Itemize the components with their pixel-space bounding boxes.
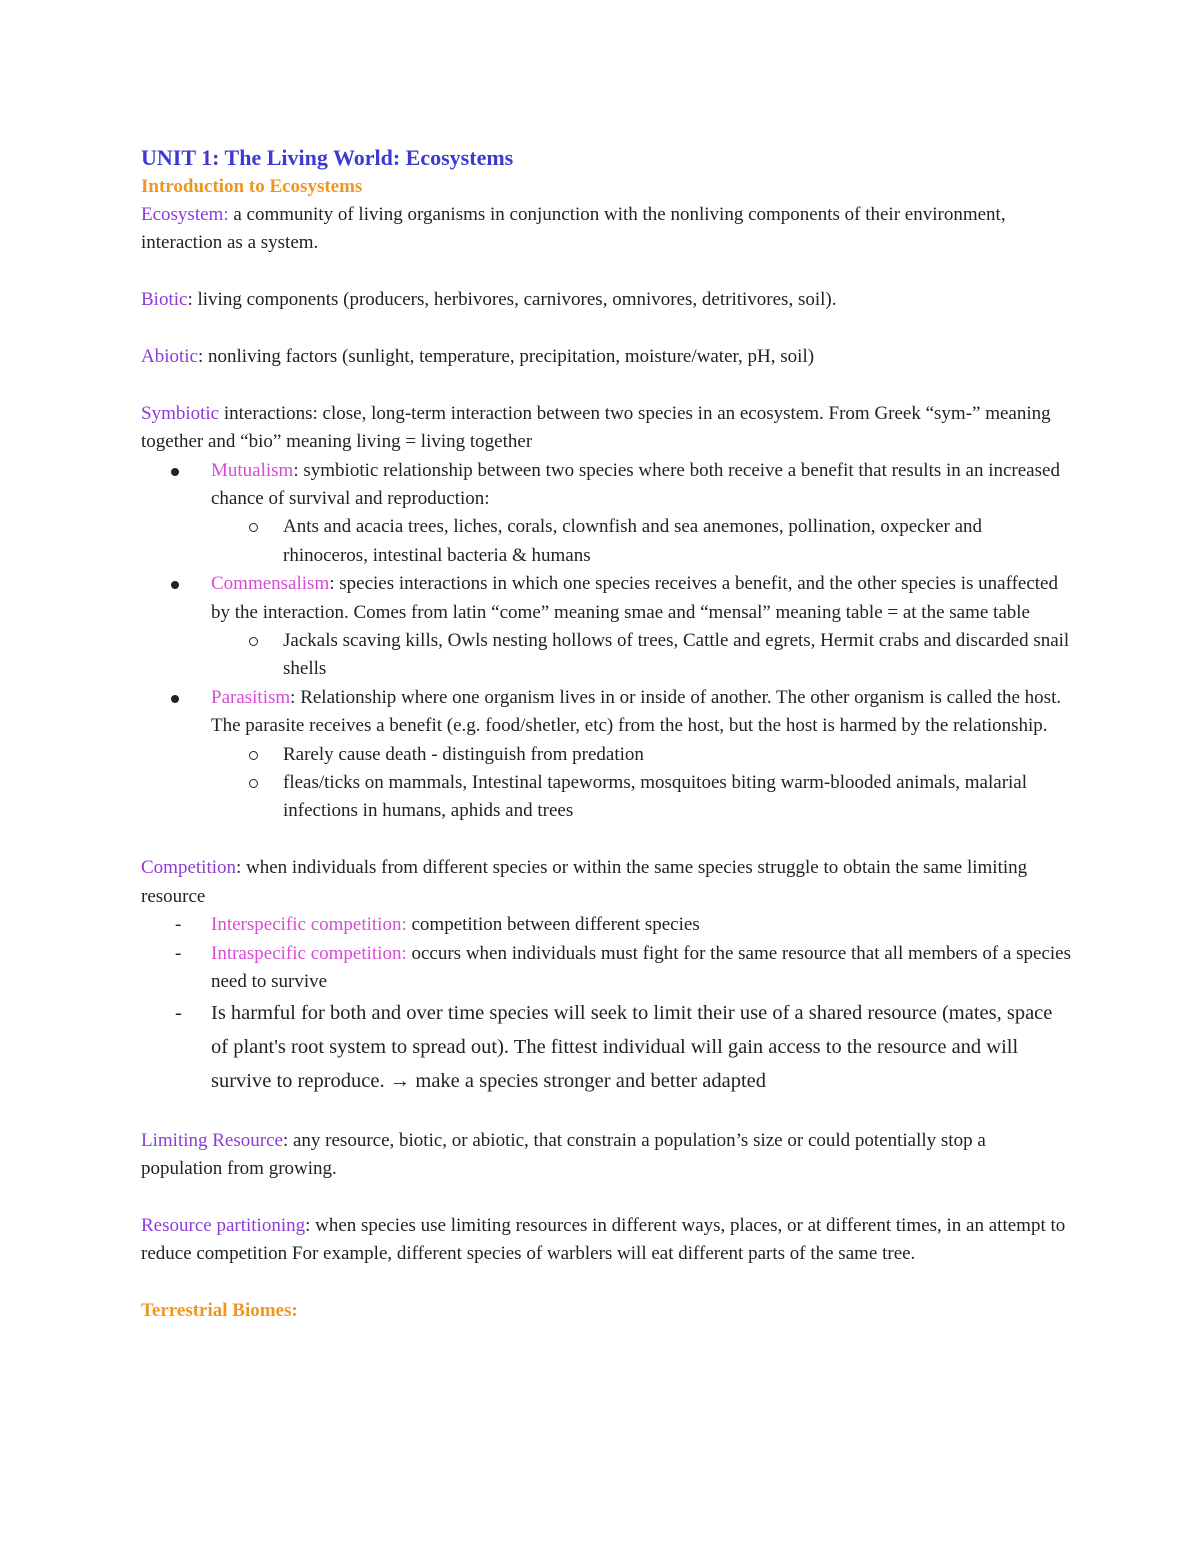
- list-item-intraspecific: [141, 940, 1071, 997]
- intraspecific-def: occurs when individuals must fight for the same resource that all members of a species need to survive: [211, 942, 1072, 992]
- list-item-parasitism: [141, 684, 1071, 826]
- partitioning-term: Resource partitioning: [141, 1214, 306, 1236]
- list-item: Rarely cause death - distinguish from predation: [211, 741, 1071, 769]
- document-content: [141, 143, 1071, 1325]
- limiting-term: Limiting Resource: [141, 1129, 283, 1151]
- mutualism-term: Mutualism: [211, 459, 294, 481]
- biotic-definition: [141, 286, 1071, 314]
- abiotic-term: Abiotic: [141, 346, 198, 367]
- ecosystem-definition: [141, 201, 1071, 258]
- abiotic-def: : nonliving factors (sunlight, temperature, precipitation, moisture/water, pH, soil): [198, 346, 815, 367]
- parasitism-examples: [211, 741, 1071, 826]
- intraspecific-term: Intraspecific competition:: [211, 942, 407, 964]
- section-subtitle: Introduction to Ecosystems: [141, 176, 363, 197]
- competition-list: [141, 911, 1071, 1098]
- symbiotic-def: interactions: close, long-term interaction between two species in an ecosystem. From Greek “sym-” meaning together and “bio” meaning living = living together: [141, 402, 1051, 453]
- commensalism-examples: [211, 627, 1071, 684]
- parasitism-term: Parasitism: [211, 686, 291, 708]
- mutualism-examples: [211, 513, 1071, 570]
- competition-term: Competition: [141, 857, 236, 879]
- list-item-commensalism: [141, 570, 1071, 684]
- list-item: Ants and acacia trees, liches, corals, clownfish and sea anemones, pollination, oxpecker and rhinoceros, intestinal bacteria & humans: [211, 513, 1071, 570]
- parasitism-def: : Relationship where one organism lives in or inside of another. The other organism is called the host. The parasite receives a benefit (e.g. food/shetler, etc) from the host, but the host is harmed by the relationship.: [211, 686, 1062, 737]
- symbiotic-term: Symbiotic: [141, 402, 220, 424]
- resource-partitioning-definition: [141, 1212, 1071, 1269]
- commensalism-def: : species interactions in which one species receives a benefit, and the other species is unaffected by the interaction. Comes from latin “come” meaning smae and “mensal” meaning table = at the same table: [211, 573, 1058, 623]
- competition-definition: [141, 854, 1071, 911]
- competition-def: : when individuals from different species or within the same species struggle to obtain the same limiting resource: [141, 857, 1028, 907]
- symbiotic-definition: [141, 400, 1071, 457]
- symbiotic-list: [141, 457, 1071, 826]
- list-item: fleas/ticks on mammals, Intestinal tapeworms, mosquitoes biting warm-blooded animals, malarial infections in humans, aphids and trees: [211, 769, 1071, 826]
- biotic-term: Biotic: [141, 289, 188, 311]
- list-item: Jackals scaving kills, Owls nesting hollows of trees, Cattle and egrets, Hermit crabs and discarded snail shells: [211, 627, 1071, 684]
- partitioning-def: : when species use limiting resources in different ways, places, or at different times, in an attempt to reduce competition For example, different species of warblers will eat different parts of the same tree.: [141, 1214, 1066, 1265]
- mutualism-def: : symbiotic relationship between two species where both receive a benefit that results in an increased chance of survival and reproduction:: [211, 459, 1060, 510]
- ecosystem-term: Ecosystem:: [141, 204, 229, 225]
- biotic-def: : living components (producers, herbivores, carnivores, omnivores, detritivores, soil).: [187, 289, 837, 311]
- interspecific-def: competition between different species: [406, 914, 700, 936]
- list-item-competition-note: - Is harmful for both and over time species will seek to limit their use of a shared resource (mates, space of plant's root system to spread out). The fittest individual will gain access to the resource and will survive to reproduce. → make a species stronger and better adapted: [141, 996, 1071, 1098]
- ecosystem-def: a community of living organisms in conjunction with the nonliving components of their environment, interaction as a system.: [141, 204, 1006, 254]
- list-item-mutualism: [141, 457, 1071, 571]
- limiting-def: : any resource, biotic, or abiotic, that constrain a population’s size or could potentially stop a population from growing.: [141, 1129, 986, 1180]
- page-title: UNIT 1: The Living World: Ecosystems: [141, 145, 514, 170]
- terrestrial-biomes-heading: Terrestrial Biomes:: [141, 1300, 298, 1322]
- list-item-interspecific: [141, 911, 1071, 939]
- interspecific-term: Interspecific competition:: [211, 914, 407, 936]
- abiotic-definition: [141, 343, 1071, 371]
- commensalism-term: Commensalism: [211, 573, 330, 595]
- limiting-resource-definition: [141, 1127, 1071, 1184]
